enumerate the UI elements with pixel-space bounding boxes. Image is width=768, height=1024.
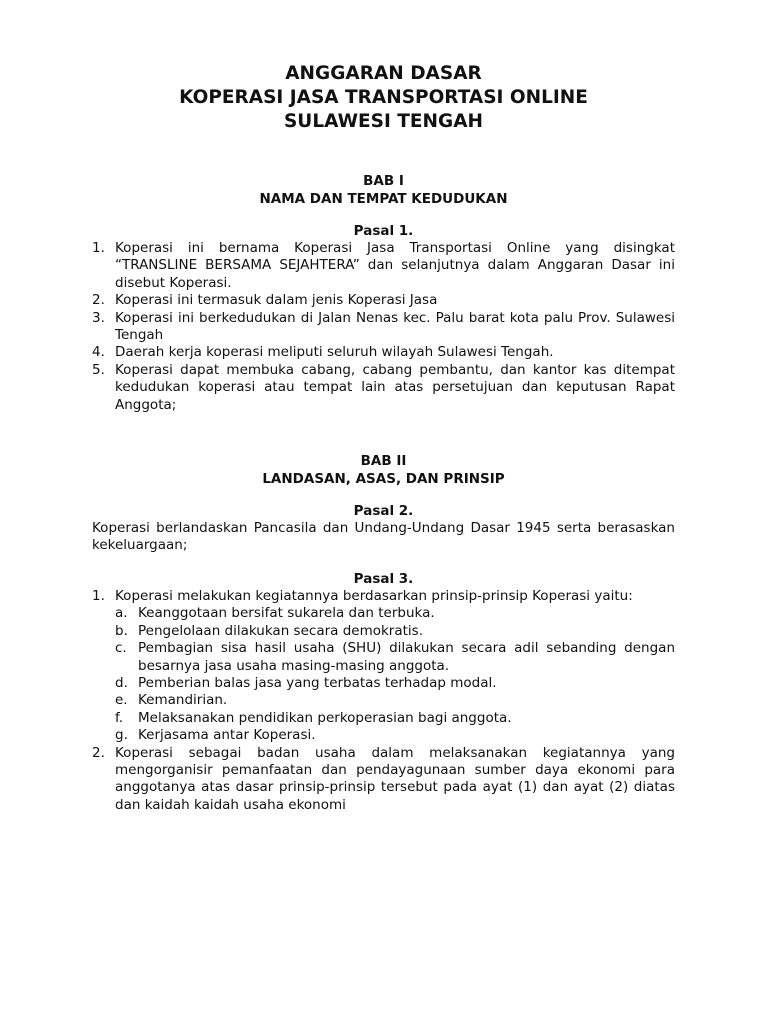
sub-list-item: d. Pemberian balas jasa yang terbatas terhadap modal.	[115, 674, 497, 691]
bab-1-heading: BAB I	[363, 173, 404, 189]
bab-1-subheading: NAMA DAN TEMPAT KEDUDUKAN	[259, 191, 508, 207]
sub-list-item: b. Pengelolaan dilakukan secara demokratis.	[115, 622, 423, 639]
document-title-line-2: KOPERASI JASA TRANSPORTASI ONLINE	[179, 87, 588, 108]
document-page	[92, 62, 675, 814]
pasal-2-text: Koperasi berlandaskan Pancasila dan Undang-Undang Dasar 1945 serta berasaskan kekeluargaan;	[92, 520, 675, 554]
list-item: 3. Koperasi ini berkedudukan di Jalan Nenas kec. Palu barat kota palu Prov. Sulawesi Tengah	[92, 309, 675, 344]
sub-list-item: c. Pembagian sisa hasil usaha (SHU) dilakukan secara adil sebanding dengan besarnya jasa usaha masing-masing anggota.	[115, 640, 675, 674]
bab-2-heading: BAB II	[360, 453, 407, 470]
pasal-2-heading: Pasal 2.	[353, 503, 414, 520]
list-item: 1. Koperasi ini bernama Koperasi Jasa Transportasi Online yang disingkat “TRANSLINE BERSAMA SEJAHTERA” dan selanjutnya dalam Anggaran Dasar ini disebut Koperasi.	[92, 240, 675, 291]
list-item: 2. Koperasi sebagai badan usaha dalam melaksanakan kegiatannya yang mengorganisir pemanfaatan dan pendayagunaan sumber daya ekonomi para anggotanya atas dasar prinsip-prinsip tersebut pada ayat (1) dan ayat (2) diatas dan kaidah kaidah usaha ekonomi	[92, 744, 675, 813]
document-title-line-3: SULAWESI TENGAH	[283, 111, 484, 132]
sub-list-item: a. Keanggotaan bersifat sukarela dan terbuka.	[115, 605, 435, 622]
list-item: 5. Koperasi dapat membuka cabang, cabang pembantu, dan kantor kas ditempat kedudukan koperasi atau tempat lain atas persetujuan dan keputusan Rapat Anggota;	[92, 361, 675, 413]
pasal-1-list	[92, 240, 675, 414]
list-item: 4. Daerah kerja koperasi meliputi seluruh wilayah Sulawesi Tengah.	[92, 344, 554, 361]
prinsip-sub-list	[115, 605, 675, 744]
document-title-line-1: ANGGARAN DASAR	[285, 63, 482, 84]
list-item: 1. Koperasi melakukan kegiatannya berdasarkan prinsip-prinsip Koperasi yaitu: a. Keanggotaan bersifat sukarela dan terbuka. b. Pengelolaan dilakukan secara demokratis. c. Pembagian sisa hasil usaha (SHU) dilakukan secara adil sebanding dengan besarnya jasa usaha masing-masing anggota. d. Pemberian balas jasa yang terbatas terhadap modal. e. Kemandirian. f. Melaksanakan pendidikan perkoperasian bagi anggota. g. Kerjasama antar Koperasi.	[92, 587, 675, 744]
list-item: 2. Koperasi ini termasuk dalam jenis Koperasi Jasa	[92, 292, 438, 309]
pasal-1-heading: Pasal 1.	[353, 223, 414, 239]
bab-2-subheading: LANDASAN, ASAS, DAN PRINSIP	[262, 471, 505, 488]
sub-list-item: g. Kerjasama antar Koperasi.	[115, 727, 316, 744]
sub-list-item: f. Melaksanakan pendidikan perkoperasian bagi anggota.	[115, 709, 512, 726]
pasal-3-heading: Pasal 3.	[353, 570, 414, 587]
pasal-3-list	[92, 588, 675, 814]
sub-list-item: e. Kemandirian.	[115, 692, 228, 709]
